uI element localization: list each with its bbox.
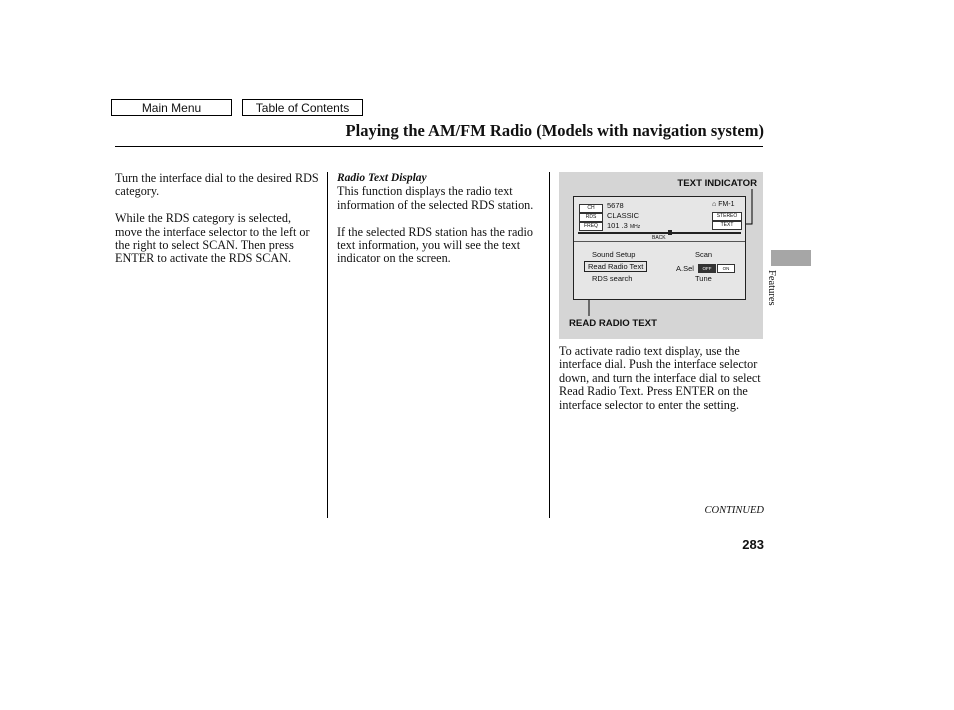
left-column (115, 172, 321, 279)
page-number: 283 (742, 537, 764, 552)
band-indicator (712, 201, 735, 208)
back-label[interactable]: BACK (652, 235, 666, 241)
off-toggle[interactable]: OFF (698, 264, 716, 273)
read-radio-text-callout: READ RADIO TEXT (569, 318, 657, 329)
right-paragraph-1: To activate radio text display, use the interface dial. Push the interface selector down, and turn the interface dial to select Read Radio Text. Press ENTER on the interface selector to enter the setting. (559, 344, 761, 412)
section-tab (771, 250, 811, 266)
navigation-screen (573, 196, 746, 300)
rds-category: CLASSIC (607, 211, 640, 220)
level-marker (668, 230, 672, 235)
middle-paragraph-2: If the selected RDS station has the radio text information, you will see the text indicator on the screen. (337, 224, 533, 266)
middle-paragraph-1: This function displays the radio text information of the selected RDS station. (337, 184, 534, 212)
rds-search-item[interactable]: RDS search (592, 274, 633, 283)
table-of-contents-button[interactable]: Table of Contents (242, 99, 363, 116)
left-paragraph-1: Turn the interface dial to the desired RDS category. (115, 171, 319, 199)
on-toggle[interactable]: ON (717, 264, 735, 273)
station-number: 5678 (607, 201, 624, 210)
column-divider-left (327, 172, 328, 518)
ch-chip: CH (579, 204, 603, 213)
section-heading: Radio Text Display (337, 172, 427, 184)
band-label: FM-1 (718, 201, 735, 208)
scan-item[interactable]: Scan (695, 250, 713, 259)
freq-chip: FREQ (579, 222, 603, 231)
frequency (607, 221, 640, 230)
level-bar (578, 232, 741, 234)
side-section-label: Features (766, 270, 777, 306)
frequency-value: 101 .3 (607, 221, 628, 230)
screen-divider (574, 241, 745, 242)
frequency-unit: MHz (629, 224, 641, 230)
rds-chip: RDS (579, 213, 603, 222)
text-indicator-callout: TEXT INDICATOR (677, 178, 757, 189)
tune-item[interactable]: Tune (695, 274, 712, 283)
sound-setup-item[interactable]: Sound Setup (592, 250, 636, 259)
continued-label: CONTINUED (704, 505, 764, 516)
middle-column (337, 172, 541, 279)
home-icon: ⌂ (712, 201, 717, 208)
radio-screen-figure (559, 172, 763, 339)
left-paragraph-2: While the RDS category is selected, move the interface selector to the left or the right to select SCAN. Then press ENTER to activate the RDS SCAN. (115, 211, 310, 266)
read-radio-text-item[interactable]: Read Radio Text (584, 261, 647, 272)
column-divider-right (549, 172, 550, 518)
right-column (559, 345, 765, 425)
title-rule (115, 146, 763, 147)
a-sel-item[interactable]: A.Sel (676, 264, 694, 273)
page-title: Playing the AM/FM Radio (Models with navigation system) (345, 121, 764, 140)
text-indicator: TEXT (712, 221, 742, 230)
main-menu-button[interactable]: Main Menu (111, 99, 232, 116)
stereo-indicator: STEREO (712, 212, 742, 221)
